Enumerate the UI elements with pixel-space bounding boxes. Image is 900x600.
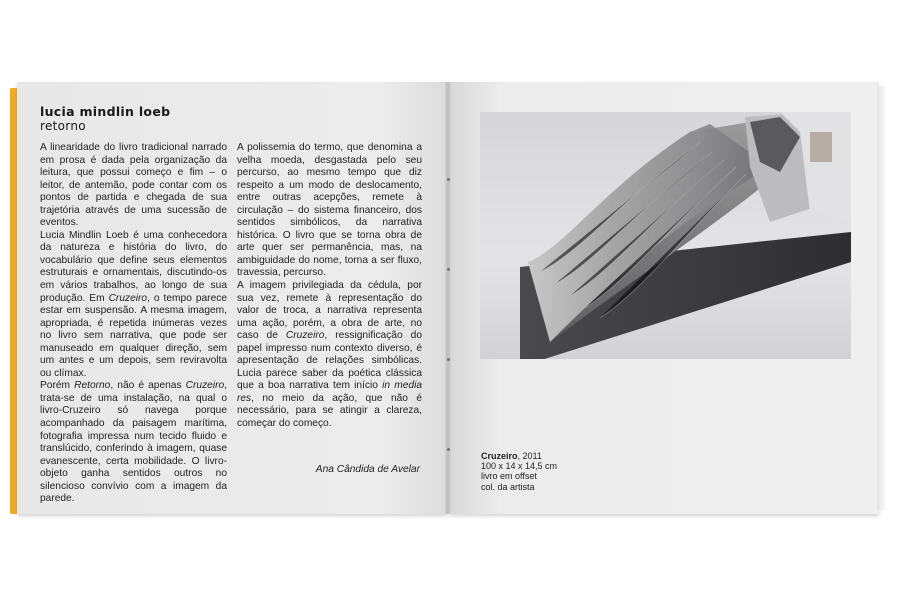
- work-subtitle: retorno: [40, 119, 86, 133]
- author-heading: lucia mindlin loeb: [40, 104, 171, 119]
- binding-stitch: [447, 178, 450, 181]
- text-column-left: [40, 142, 227, 506]
- text-column-right: [237, 142, 422, 431]
- artwork-caption: [481, 451, 557, 492]
- caption-collection: col. da artista: [481, 481, 535, 492]
- paragraph: Porém Retorno, não é apenas Cruzeiro, trata-se de uma instalação, na qual o livro-Cruzeiro só navega porque acompanhado da paisagem marítima, fotografia impressa num tecido fluido e translúcido, conferindo à imagem, quase evanescente, certa mobilidade. O livro-objeto ganha sentidos outros no silencioso convívio com a imagem da parede.: [40, 380, 227, 505]
- artwork-photo-book-object: [480, 112, 851, 359]
- binding-stitch: [447, 268, 450, 271]
- paragraph: A linearidade do livro tradicional narrado em prosa é dada pela organização da leitura, que possui começo e fim – o leitor, de antemão, pode contar com os pontos de partida e chegada de sua trajetória através de uma sucessão de eventos.: [40, 142, 227, 229]
- paragraph: A imagem privilegiada da cédula, por sua vez, remete à representação do valor de troca, a narrativa representa uma ação, porém, a obra de arte, no caso de Cruzeiro, ressignificação do papel impresso num contexto diverso, é apresentação de relações simbólicas. Lucia parece saber da poética clássica que a boa narrativa tem início in media res, no meio da ação, que não é necessário, para se atingir a clareza, começar do começo.: [237, 280, 422, 430]
- paragraph: A polissemia do termo, que denomina a velha moeda, desgastada pelo seu percurso, ao mesmo tempo que diz respeito a um modo de deslocamento, entre outras acepções, remete à circulação – do sistema financeiro, dos sentidos simbólicos, da narrativa histórica. O livro que se torna obra de arte quer ser permanência, mas, na ambiguidade do nome, torna a ser fluxo, travessia, percurso.: [237, 142, 422, 279]
- caption-medium: livro em offset: [481, 471, 537, 482]
- page-stack-edge: [877, 86, 885, 510]
- caption-title-line: Cruzeiro, 2011: [481, 451, 542, 461]
- caption-dimensions: 100 x 14 x 14,5 cm: [481, 461, 558, 472]
- binding-stitch: [447, 448, 450, 451]
- paragraph: Lucia Mindlin Loeb é uma conhecedora da natureza e história do livro, do vocabulário que define seus elementos estruturais e ornamentais, discutindo-os em vários trabalhos, ao longo de sua produção. Em Cruzeiro, o tempo parece estar em suspensão. A mesma imagem, apropriada, é repetida inúmeras vezes no livro sem narrativa, que pode ser manuseado em qualquer direção, sem um antes e um depois, sem reviravolta ou clímax.: [40, 229, 227, 379]
- binding-stitch: [447, 358, 450, 361]
- book-sculpture-illustration: [480, 112, 851, 359]
- essay-author-signature: Ana Cândida de Avelar: [315, 464, 420, 475]
